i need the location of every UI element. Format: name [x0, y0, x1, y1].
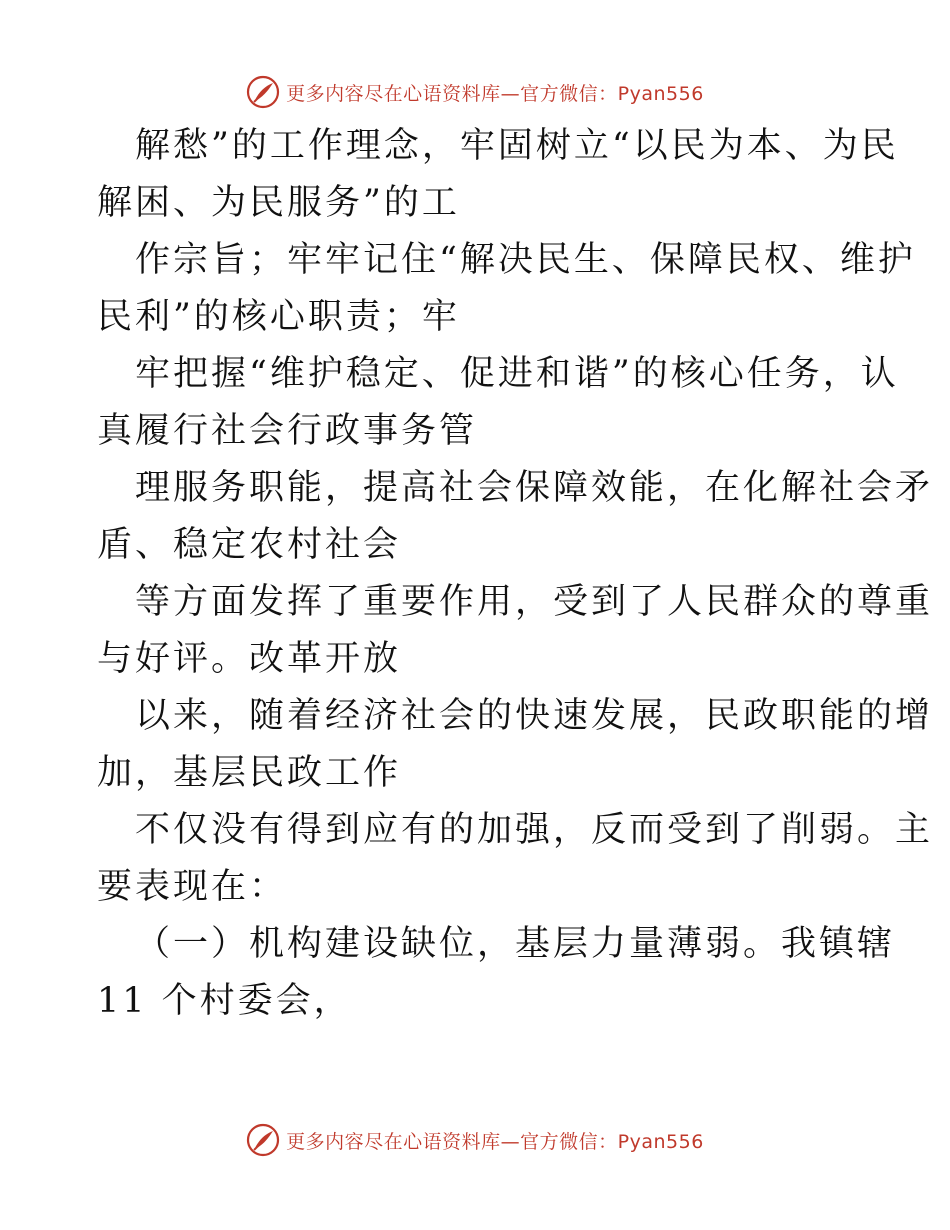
paragraph-continuation: 11 个村委会， [97, 981, 352, 1021]
paragraph-first-line: 理服务职能，提高社会保障效能，在化解社会矛 [135, 468, 934, 508]
paragraph [97, 574, 934, 688]
paragraph-continuation: 民利”的核心职责；牢 [97, 297, 460, 337]
paragraph-continuation: 加，基层民政工作 [97, 753, 402, 793]
paragraph [97, 118, 899, 232]
paragraph-first-line: 解愁”的工作理念，牢固树立“以民为本、为民 [135, 126, 899, 166]
paragraph-first-line: 牢把握“维护稳定、促进和谐”的核心任务，认 [135, 354, 899, 394]
paragraph [97, 802, 934, 916]
header-watermark [0, 72, 950, 112]
paragraph-first-line: 等方面发挥了重要作用，受到了人民群众的尊重 [135, 582, 934, 622]
paragraph-continuation: 要表现在： [97, 867, 288, 907]
paragraph-first-line: 作宗旨；牢牢记住“解决民生、保障民权、维护 [135, 240, 916, 280]
paragraph [97, 688, 934, 802]
paragraph-first-line: （一）机构建设缺位，基层力量薄弱。我镇辖 [135, 924, 896, 964]
paragraph-continuation: 真履行社会行政事务管 [97, 411, 478, 451]
paragraph [97, 346, 899, 460]
feather-pen-logo-icon [246, 75, 280, 109]
feather-pen-logo-icon [246, 1123, 280, 1157]
paragraph [97, 916, 896, 1030]
document-body [97, 118, 934, 1030]
paragraph [97, 460, 934, 574]
paragraph-first-line: 不仅没有得到应有的加强，反而受到了削弱。主 [135, 810, 934, 850]
paragraph [97, 232, 916, 346]
footer-watermark [0, 1120, 950, 1160]
paragraph-first-line: 以来，随着经济社会的快速发展，民政职能的增 [135, 696, 934, 736]
watermark-text: 更多内容尽在心语资料库—官方微信：Pyan556 [286, 1130, 704, 1153]
paragraph-continuation: 盾、稳定农村社会 [97, 525, 402, 565]
paragraph-continuation: 与好评。改革开放 [97, 639, 402, 679]
watermark-text: 更多内容尽在心语资料库—官方微信：Pyan556 [286, 82, 704, 105]
paragraph-continuation: 解困、为民服务”的工 [97, 183, 460, 223]
